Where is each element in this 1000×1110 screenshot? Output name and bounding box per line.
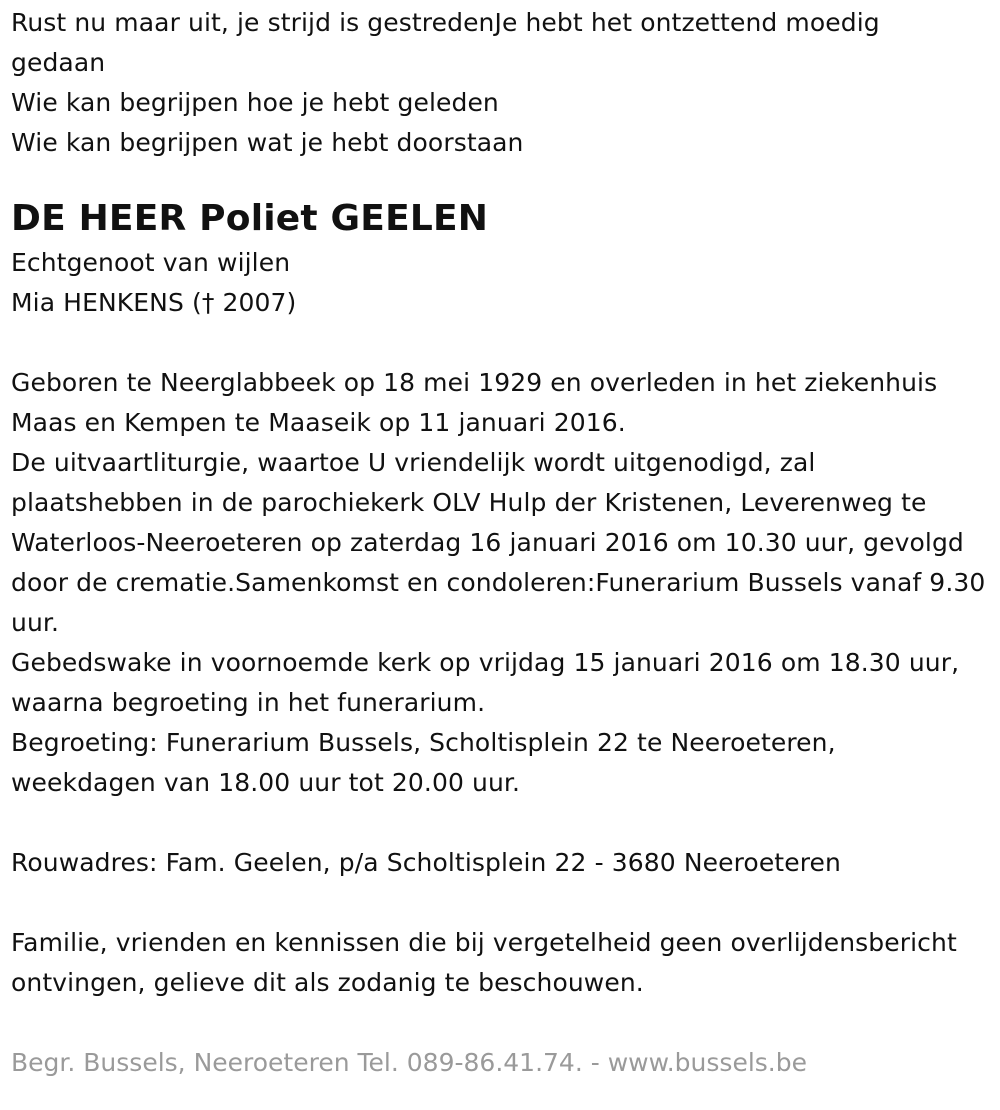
spouse-year: 2007) <box>214 288 297 317</box>
spouse-line <box>11 283 992 323</box>
funeral-text: De uitvaartliturgie, waartoe U vriendelijk wordt uitgenodigd, zal plaatshebben in de parochiekerk OLV Hulp der Kristenen, Leverenweg te Waterloos-Neeroeteren op zaterdag 16 januari 2016 om 10.30 uur, gevolgd door de crematie.Samenkomst en condoleren:Funerarium Bussels vanaf 9.30 uur. <box>11 448 986 637</box>
spacer <box>11 803 992 843</box>
funeral-home-footer: Begr. Bussels, Neeroeteren Tel. 089-86.41.74. - www.bussels.be <box>11 1048 807 1077</box>
cross-icon: † <box>201 288 215 317</box>
spacer <box>11 323 992 363</box>
poem-line-3: Wie kan begrijpen wat je hebt doorstaan <box>11 128 524 157</box>
notice-text: Familie, vrienden en kennissen die bij vergetelheid geen overlijdensbericht ontvingen, gelieve dit als zodanig te beschouwen. <box>11 928 957 997</box>
visitation-text: Begroeting: Funerarium Bussels, Scholtisplein 22 te Neeroeteren, weekdagen van 18.00 uur tot 20.00 uur. <box>11 728 836 797</box>
vigil-text: Gebedswake in voornoemde kerk op vrijdag 15 januari 2016 om 18.30 uur, waarna begroeting in het funerarium. <box>11 648 960 717</box>
spacer <box>11 883 992 923</box>
mourning-address: Rouwadres: Fam. Geelen, p/a Scholtisplein 22 - 3680 Neeroeteren <box>11 848 841 877</box>
spouse-name: Mia HENKENS ( <box>11 288 202 317</box>
birth-death-text: Geboren te Neerglabbeek op 18 mei 1929 en overleden in het ziekenhuis Maas en Kempen te Maaseik op 11 januari 2016. <box>11 368 938 437</box>
poem-line-2: Wie kan begrijpen hoe je hebt geleden <box>11 88 499 117</box>
poem-line-1: Rust nu maar uit, je strijd is gestredenJe hebt het ontzettend moedig gedaan <box>11 8 880 77</box>
spouse-intro: Echtgenoot van wijlen <box>11 248 291 277</box>
deceased-name: DE HEER Poliet GEELEN <box>11 198 489 239</box>
